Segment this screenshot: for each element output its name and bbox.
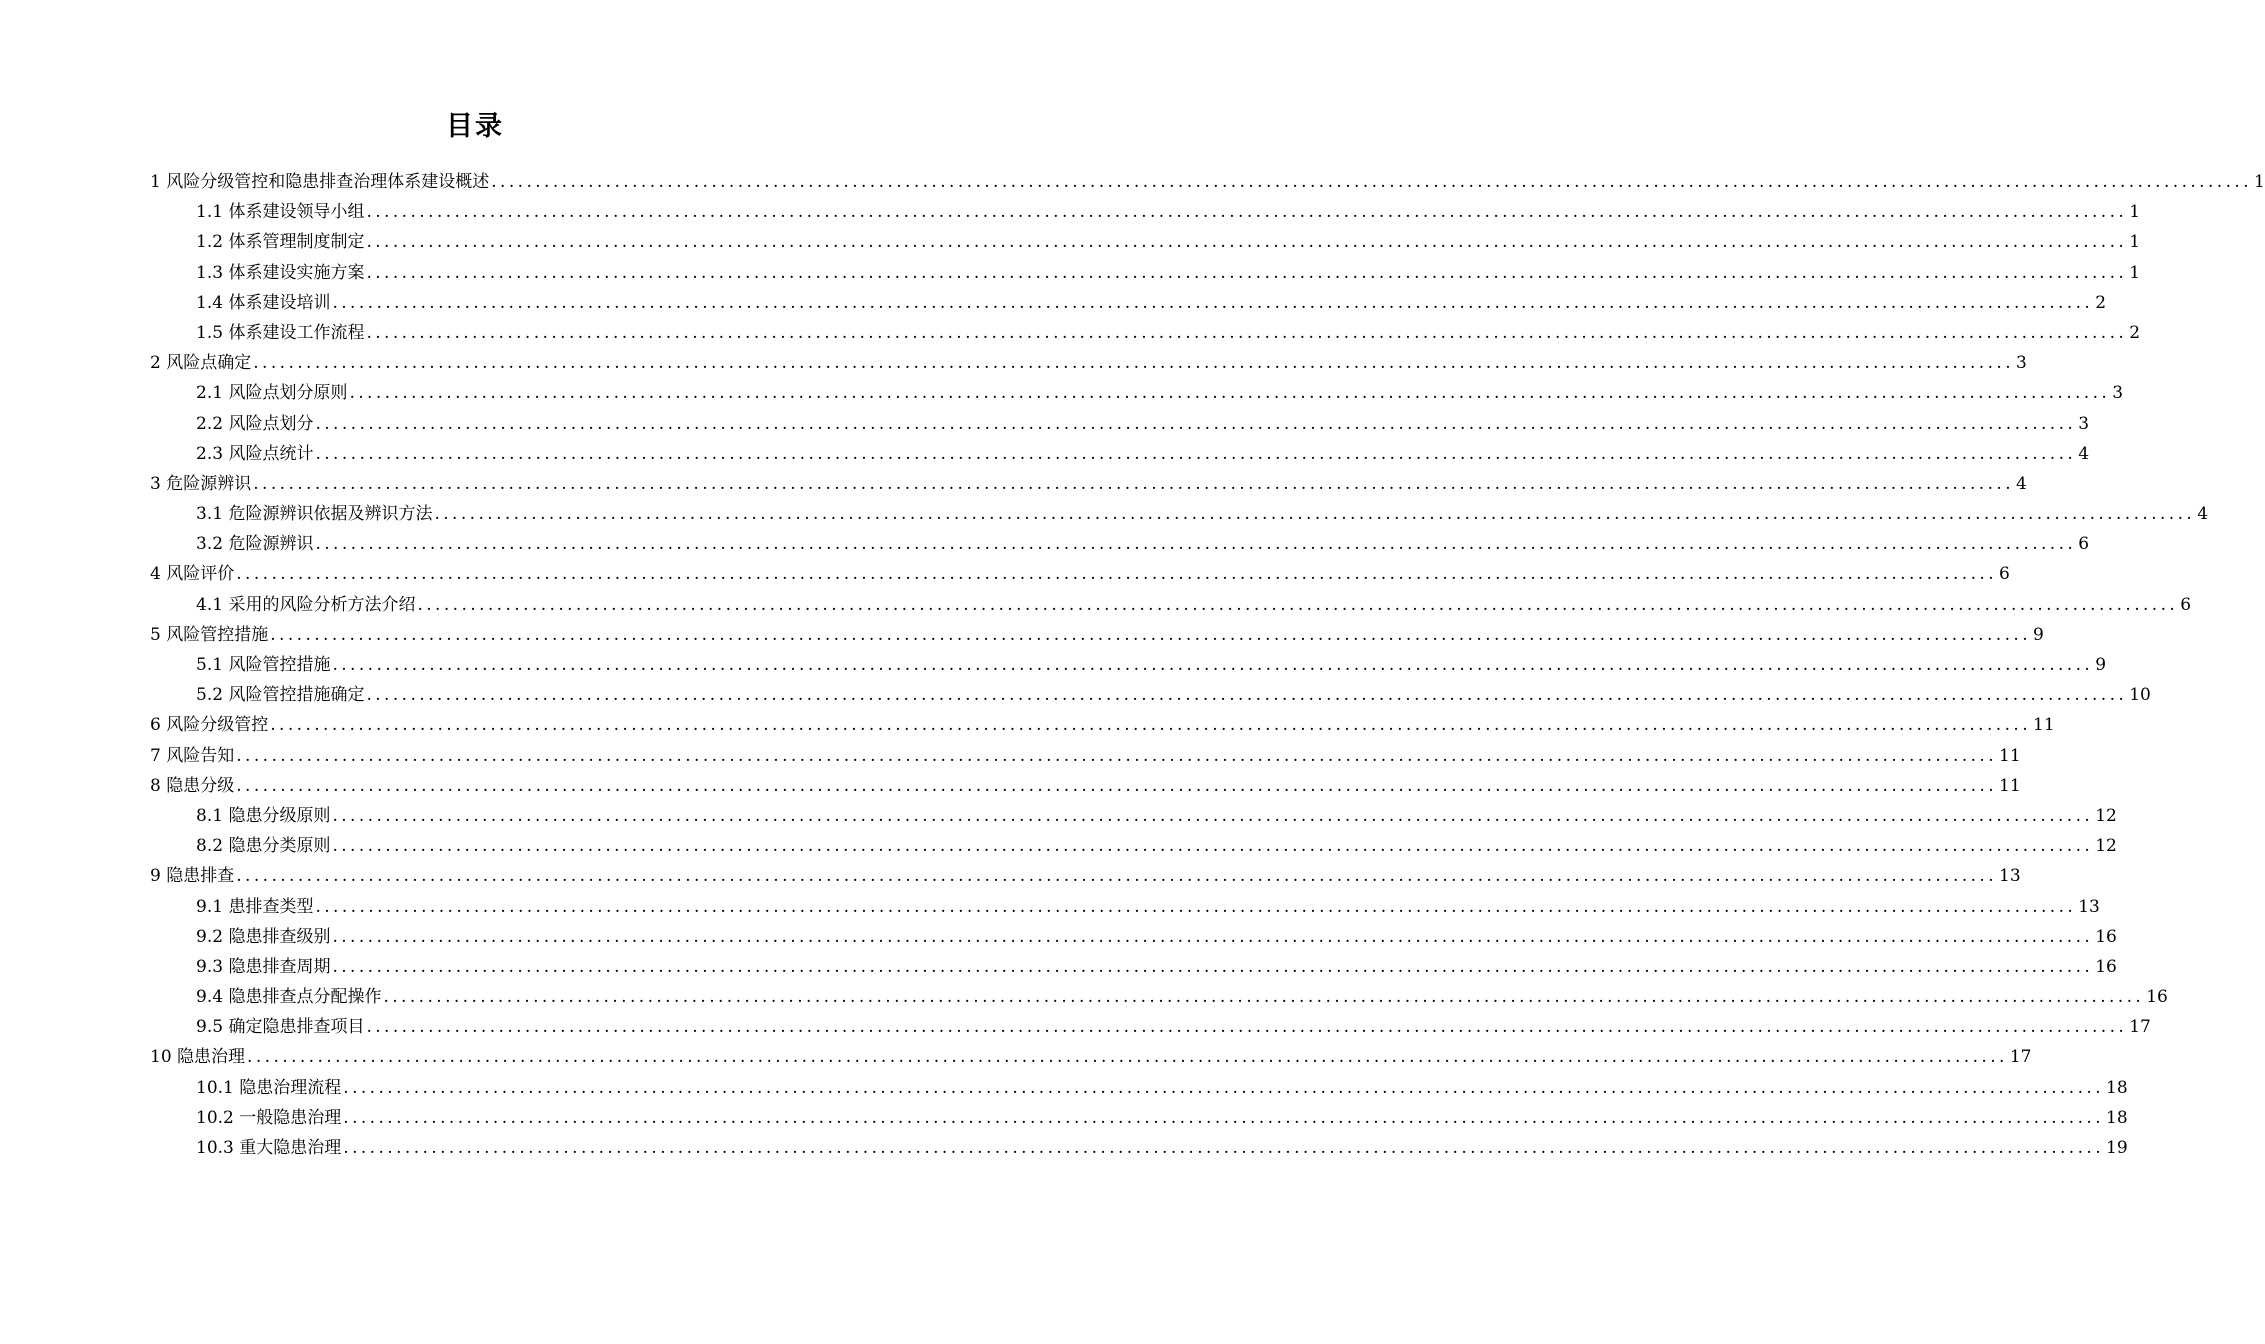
toc-entry[interactable]	[150, 559, 2010, 589]
toc-entry-page-number: 13	[2078, 896, 2100, 917]
toc-entry[interactable]	[150, 378, 2124, 408]
toc-entry-label: 5.2 风险管控措施确定	[196, 685, 365, 706]
toc-entry[interactable]	[150, 167, 2265, 197]
toc-entry-label: 9.4 隐患排查点分配操作	[196, 987, 382, 1008]
toc-entry-page-number: 12	[2095, 805, 2117, 826]
dot-leader: ........................................................................................................................................................................................................	[315, 413, 2077, 434]
toc-entry[interactable]	[150, 529, 2090, 559]
toc-entry-page-number: 4	[2016, 473, 2027, 494]
toc-entry[interactable]	[150, 197, 2141, 227]
toc-entry[interactable]	[150, 409, 2090, 439]
toc-title: 目录	[446, 111, 504, 142]
toc-entry[interactable]	[150, 801, 2117, 831]
dot-leader: ........................................................................................................................................................................................................	[236, 564, 1997, 585]
toc-entry-label: 1.1 体系建设领导小组	[196, 202, 365, 223]
toc-entry-label: 1.4 体系建设培训	[196, 292, 331, 313]
toc-entry[interactable]	[150, 922, 2117, 952]
toc-entry-page-number: 2	[2129, 322, 2141, 343]
toc-entry-page-number: 19	[2106, 1138, 2128, 1158]
dot-leader: ........................................................................................................................................................................................................	[315, 534, 2077, 555]
toc-entry-label: 6 风险分级管控	[150, 715, 269, 736]
dot-leader: ........................................................................................................................................................................................................	[236, 775, 1997, 796]
toc-entry[interactable]	[150, 590, 2192, 620]
toc-entry-page-number: 12	[2095, 836, 2117, 857]
toc-entry-page-number: 1	[2254, 172, 2265, 192]
toc-entry-page-number: 2	[2095, 292, 2107, 313]
toc-entry-page-number: 11	[2033, 715, 2055, 736]
dot-leader: ........................................................................................................................................................................................................	[366, 1017, 2128, 1038]
toc-entry[interactable]	[150, 499, 2209, 529]
toc-entry[interactable]	[150, 771, 2021, 801]
toc-entry[interactable]	[150, 258, 2141, 288]
toc-entry-label: 8 隐患分级	[150, 775, 235, 796]
dot-leader: ........................................................................................................................................................................................................	[343, 1138, 2105, 1158]
toc-entry[interactable]	[150, 318, 2141, 348]
toc-entry[interactable]	[150, 227, 2141, 257]
toc-entry-label: 10 隐患治理	[150, 1047, 246, 1068]
dot-leader: ........................................................................................................................................................................................................	[236, 866, 1997, 887]
dot-leader: ........................................................................................................................................................................................................	[349, 383, 2111, 404]
toc-entry-page-number: 18	[2106, 1077, 2128, 1098]
dot-leader: ........................................................................................................................................................................................................	[383, 987, 2145, 1008]
toc-entry-page-number: 1	[2129, 232, 2141, 253]
toc-entry-page-number: 16	[2095, 926, 2117, 947]
toc-entry-label: 1 风险分级管控和隐患排查治理体系建设概述	[150, 172, 490, 192]
toc-entry-page-number: 9	[2095, 655, 2107, 675]
toc-entry-page-number: 11	[1999, 775, 2021, 796]
dot-leader: ........................................................................................................................................................................................................	[236, 745, 1997, 766]
toc-entry-label: 5.1 风险管控措施	[196, 655, 331, 675]
toc-entry[interactable]	[150, 982, 2168, 1012]
toc-entry-label: 3.2 危险源辨识	[196, 534, 314, 555]
dot-leader: ........................................................................................................................................................................................................	[332, 956, 2094, 977]
toc-entry[interactable]	[150, 469, 2027, 499]
toc-entry-label: 4.1 采用的风险分析方法介绍	[196, 594, 416, 615]
toc-entry-page-number: 13	[1999, 866, 2021, 887]
toc-entry[interactable]	[150, 710, 2055, 740]
toc-entry-page-number: 11	[1999, 745, 2021, 766]
toc-entry-label: 5 风险管控措施	[150, 624, 269, 645]
toc-entry-label: 1.3 体系建设实施方案	[196, 262, 365, 283]
toc-entry-page-number: 3	[2112, 383, 2124, 404]
toc-entry-page-number: 4	[2078, 443, 2090, 464]
toc-entry-label: 2.1 风险点划分原则	[196, 383, 348, 404]
dot-leader: ........................................................................................................................................................................................................	[343, 1077, 2105, 1098]
dot-leader: ........................................................................................................................................................................................................	[315, 443, 2077, 464]
toc-entry[interactable]	[150, 1073, 2128, 1103]
toc-entry-label: 3.1 危险源辨识依据及辨识方法	[196, 504, 433, 525]
dot-leader: ........................................................................................................................................................................................................	[366, 322, 2128, 343]
dot-leader: ........................................................................................................................................................................................................	[253, 353, 2014, 374]
toc-entry-page-number: 6	[2180, 594, 2192, 615]
dot-leader: ........................................................................................................................................................................................................	[332, 926, 2094, 947]
toc-entry-page-number: 1	[2129, 262, 2141, 283]
toc-entry-label: 4 风险评价	[150, 564, 235, 585]
toc-entry-label: 9.2 隐患排查级别	[196, 926, 331, 947]
toc-entry-page-number: 1	[2129, 202, 2141, 223]
toc-entry[interactable]	[150, 1103, 2128, 1133]
toc-entry-page-number: 17	[2009, 1047, 2032, 1068]
toc-entry[interactable]	[150, 1042, 2032, 1072]
toc-entry[interactable]	[150, 288, 2107, 318]
toc-entry-label: 9.3 隐患排查周期	[196, 956, 331, 977]
toc-entry-label: 10.1 隐患治理流程	[196, 1077, 342, 1098]
toc-entry-label: 9 隐患排查	[150, 866, 235, 887]
toc-entry[interactable]	[150, 1133, 2128, 1163]
toc-entry-label: 9.1 患排查类型	[196, 896, 314, 917]
toc-entry-label: 7 风险告知	[150, 745, 235, 766]
dot-leader: ........................................................................................................................................................................................................	[332, 836, 2094, 857]
toc-entry-page-number: 16	[2146, 987, 2168, 1008]
dot-leader: ........................................................................................................................................................................................................	[434, 504, 2196, 525]
toc-entry-label: 2 风险点确定	[150, 353, 252, 374]
dot-leader: ........................................................................................................................................................................................................	[343, 1107, 2105, 1128]
dot-leader: ........................................................................................................................................................................................................	[332, 655, 2094, 675]
toc-entry-label: 10.3 重大隐患治理	[196, 1138, 342, 1158]
toc-entry-label: 8.2 隐患分类原则	[196, 836, 331, 857]
toc-entry[interactable]	[150, 620, 2044, 650]
dot-leader: ........................................................................................................................................................................................................	[417, 594, 2179, 615]
toc-entry-label: 3 危险源辨识	[150, 473, 252, 494]
toc-entry[interactable]	[150, 680, 2151, 710]
dot-leader: ........................................................................................................................................................................................................	[366, 685, 2128, 706]
toc-entry[interactable]	[150, 348, 2027, 378]
toc-entry-page-number: 18	[2106, 1107, 2128, 1128]
dot-leader: ........................................................................................................................................................................................................	[253, 473, 2014, 494]
toc-entry[interactable]	[150, 741, 2021, 771]
dot-leader: ........................................................................................................................................................................................................	[366, 202, 2128, 223]
toc-entry[interactable]	[150, 952, 2117, 982]
toc-entry-page-number: 16	[2095, 956, 2117, 977]
dot-leader: ........................................................................................................................................................................................................	[332, 805, 2094, 826]
toc-entry-label: 1.2 体系管理制度制定	[196, 232, 365, 253]
toc-entry-page-number: 3	[2078, 413, 2090, 434]
toc-entry-page-number: 10	[2129, 685, 2151, 706]
toc-entry-page-number: 4	[2197, 504, 2209, 525]
toc-list	[150, 167, 2265, 1163]
toc-entry-label: 2.2 风险点划分	[196, 413, 314, 434]
toc-entry[interactable]	[150, 439, 2090, 469]
toc-entry[interactable]	[150, 650, 2107, 680]
dot-leader: ........................................................................................................................................................................................................	[247, 1047, 2008, 1068]
toc-entry[interactable]	[150, 892, 2100, 922]
toc-entry-page-number: 3	[2016, 353, 2027, 374]
toc-entry-label: 1.5 体系建设工作流程	[196, 322, 365, 343]
dot-leader: ........................................................................................................................................................................................................	[491, 172, 2252, 192]
toc-entry-page-number: 6	[2078, 534, 2090, 555]
toc-entry-page-number: 17	[2129, 1017, 2151, 1038]
toc-entry-label: 9.5 确定隐患排查项目	[196, 1017, 365, 1038]
toc-entry-page-number: 6	[1999, 564, 2010, 585]
toc-entry[interactable]	[150, 831, 2117, 861]
dot-leader: ........................................................................................................................................................................................................	[366, 262, 2128, 283]
toc-entry[interactable]	[150, 1012, 2151, 1042]
toc-entry-label: 10.2 一般隐患治理	[196, 1107, 342, 1128]
dot-leader: ........................................................................................................................................................................................................	[315, 896, 2077, 917]
dot-leader: ........................................................................................................................................................................................................	[270, 624, 2031, 645]
toc-entry-label: 8.1 隐患分级原则	[196, 805, 331, 826]
toc-entry-page-number: 9	[2033, 624, 2044, 645]
toc-entry-label: 2.3 风险点统计	[196, 443, 314, 464]
toc-entry[interactable]	[150, 861, 2021, 891]
dot-leader: ........................................................................................................................................................................................................	[366, 232, 2128, 253]
dot-leader: ........................................................................................................................................................................................................	[270, 715, 2031, 736]
dot-leader: ........................................................................................................................................................................................................	[332, 292, 2094, 313]
